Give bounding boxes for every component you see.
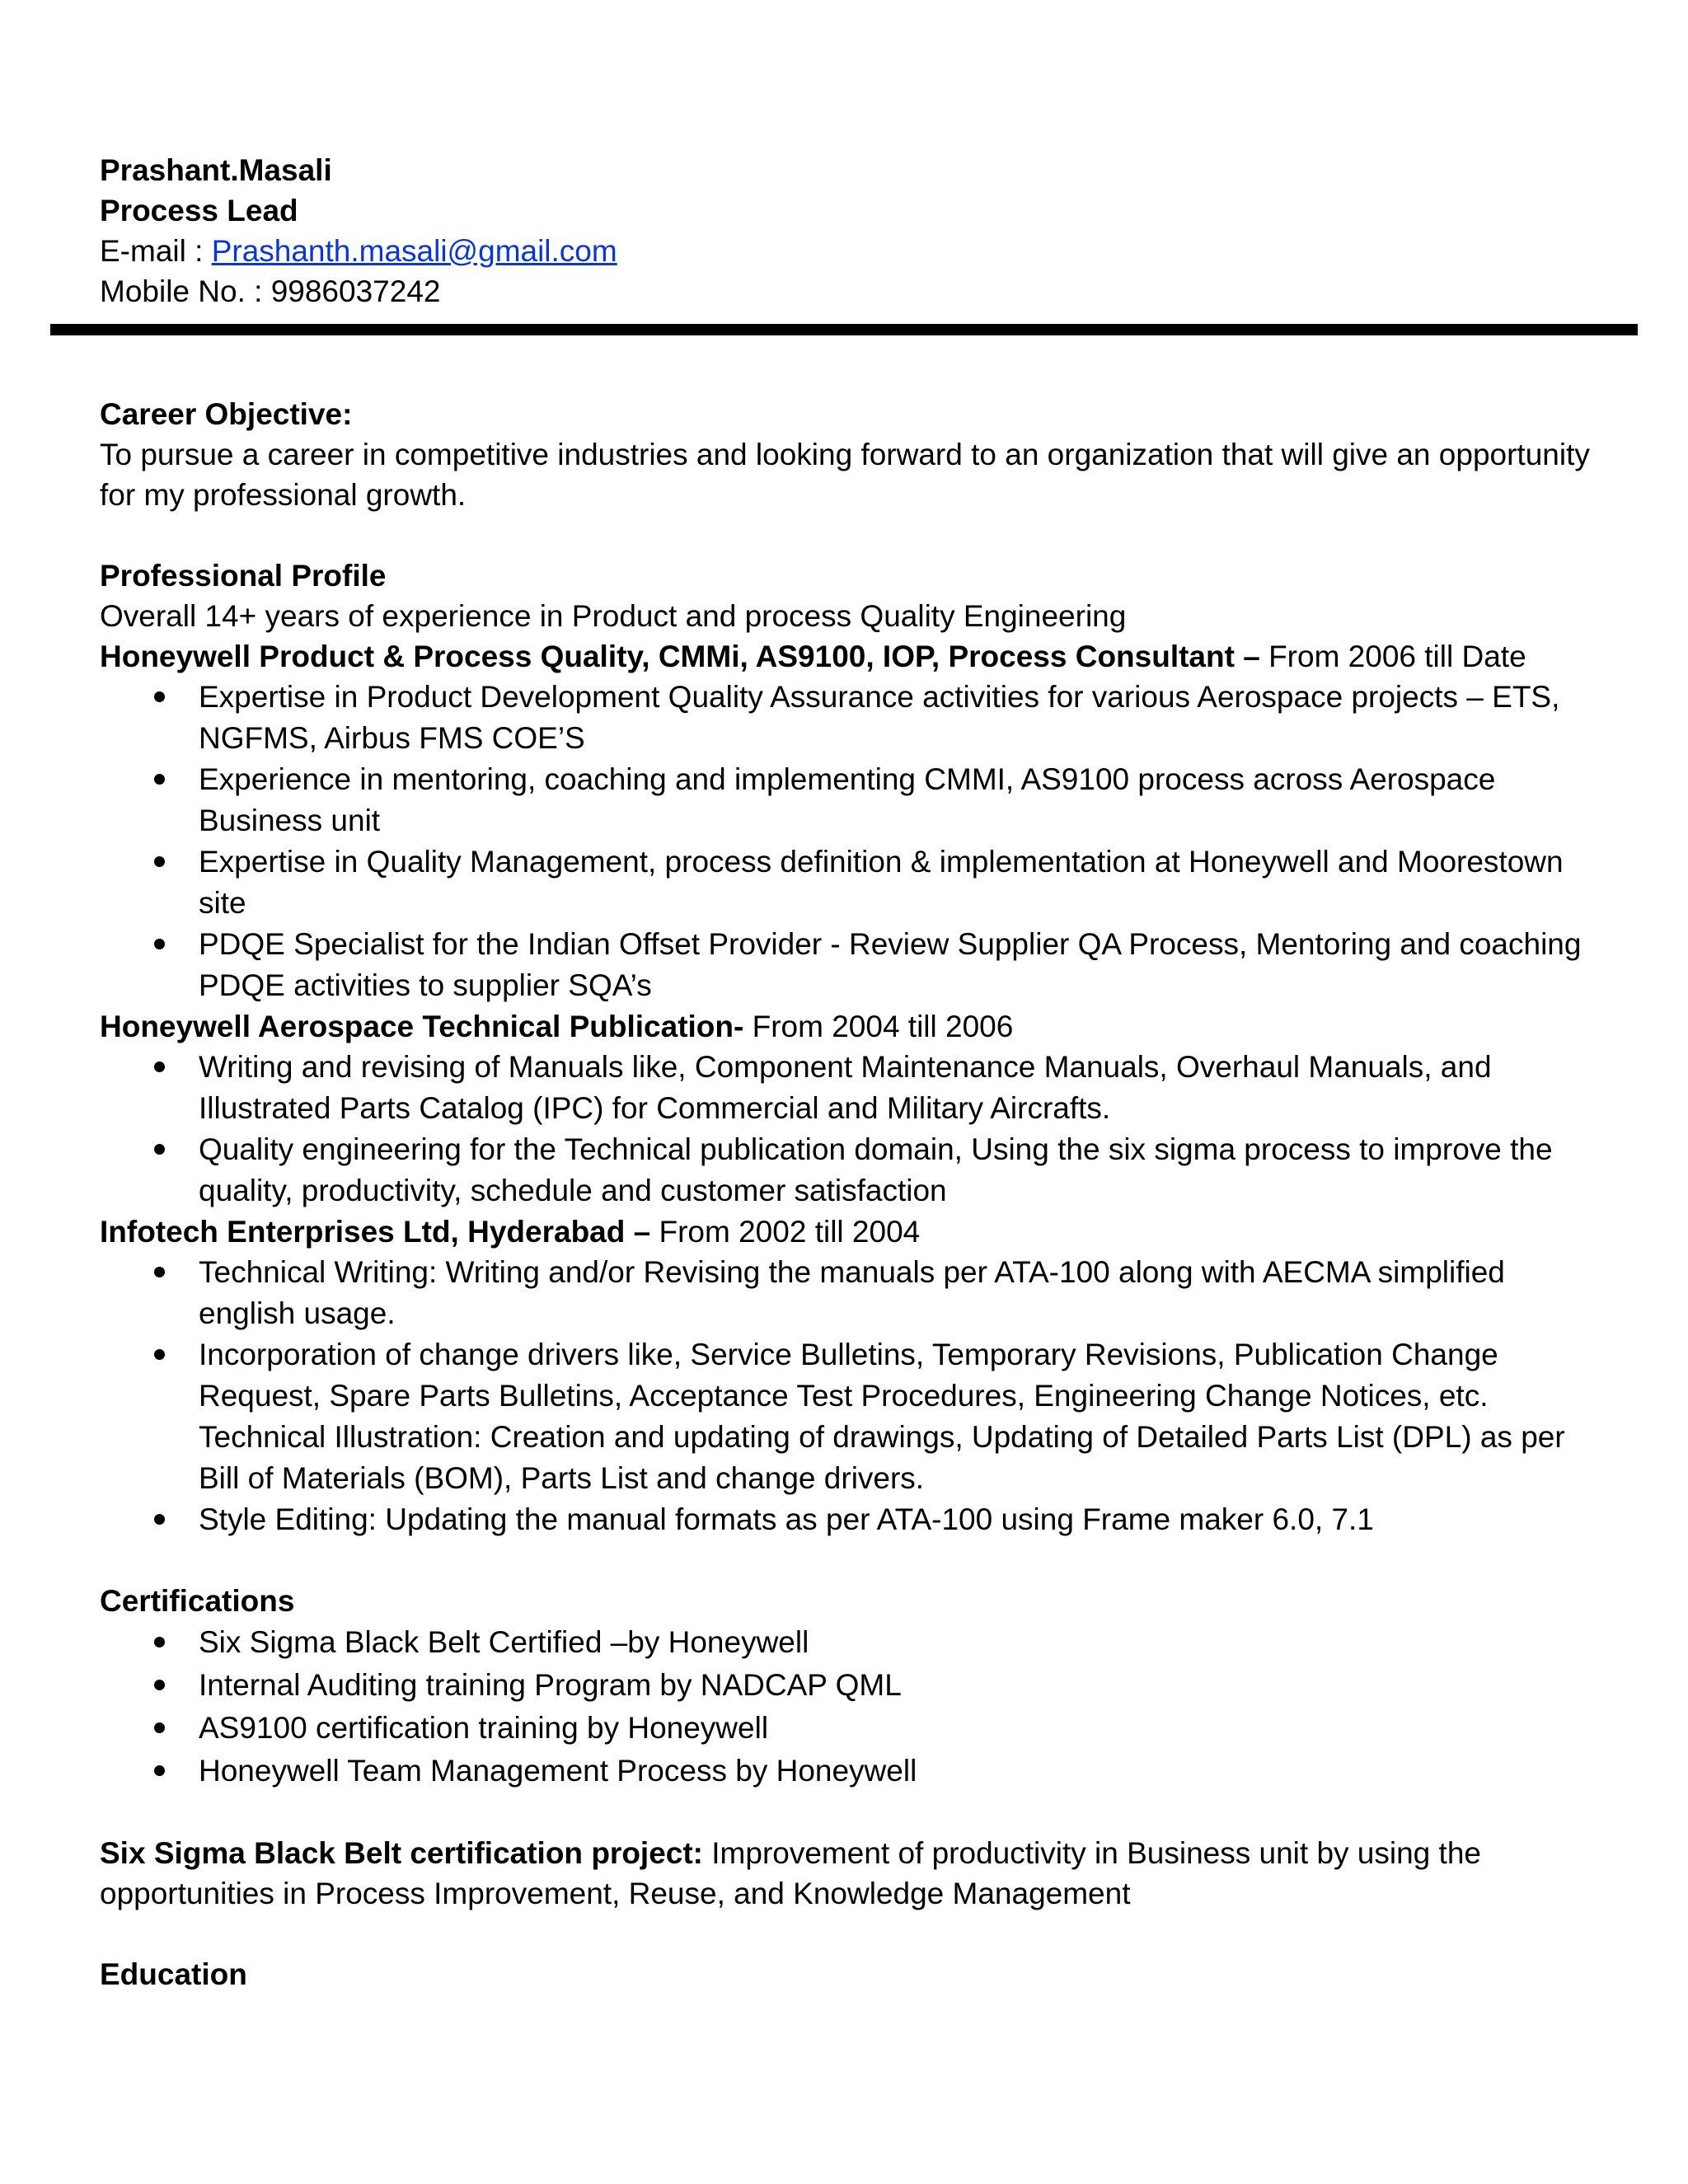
certifications-heading: Certifications [100, 1584, 295, 1618]
role-title: Honeywell Aerospace Technical Publication- [100, 1010, 744, 1043]
resume-body [100, 394, 1625, 1994]
list-item: Six Sigma Black Belt Certified –by Honeywell [100, 1621, 1625, 1664]
role-title: Honeywell Product & Process Quality, CMMi, AS9100, IOP, Process Consultant – [100, 640, 1260, 673]
role-heading [100, 636, 1625, 677]
role-period: From 2002 till 2004 [650, 1215, 921, 1249]
professional-profile-heading: Professional Profile [100, 559, 387, 593]
contact-header [100, 150, 1583, 312]
list-item: Technical Writing: Writing and/or Revising the manuals per ATA-100 along with AECMA simplified english usage. [100, 1252, 1625, 1334]
role-bullets [100, 1047, 1625, 1212]
list-item: Experience in mentoring, coaching and implementing CMMI, AS9100 process across Aerospace Business unit [100, 759, 1625, 841]
role-bullets [100, 677, 1625, 1006]
list-item: Expertise in Product Development Quality Assurance activities for various Aerospace projects – ETS, NGFMS, Airbus FMS COE’S [100, 677, 1625, 759]
candidate-name: Prashant.Masali [100, 153, 332, 187]
role-bullets [100, 1252, 1625, 1540]
bullet-icon [154, 1722, 165, 1733]
bullet-icon [154, 1062, 165, 1072]
list-item: Internal Auditing training Program by NADCAP QML [100, 1664, 1625, 1707]
role-period: From 2006 till Date [1259, 640, 1526, 673]
role-heading [100, 1006, 1625, 1047]
project-paragraph: Six Sigma Black Belt certification project: Improvement of productivity in Business unit by using the [100, 1836, 1481, 1870]
role-heading [100, 1212, 1625, 1252]
education-heading: Education [100, 1957, 247, 1991]
career-objective-line-2: for my professional growth. [100, 478, 467, 512]
project-paragraph-line-2: opportunities in Process Improvement, Reuse, and Knowledge Management [100, 1877, 1131, 1910]
bullet-icon [154, 1267, 165, 1277]
list-item: PDQE Specialist for the Indian Offset Provider - Review Supplier QA Process, Mentoring and coaching PDQE activities to supplier SQA’s [100, 924, 1625, 1006]
bullet-icon [154, 1765, 165, 1776]
bullet-icon [154, 1637, 165, 1647]
candidate-title: Process Lead [100, 194, 298, 227]
certifications-list [100, 1621, 1625, 1793]
bullet-icon [154, 939, 165, 949]
list-item: Quality engineering for the Technical publication domain, Using the six sigma process to improve the quality, productivity, schedule and customer satisfaction [100, 1129, 1625, 1212]
role-period: From 2004 till 2006 [743, 1010, 1014, 1043]
mobile-line: Mobile No. : 9986037242 [100, 274, 441, 308]
bullet-icon [154, 1349, 165, 1360]
career-objective-line-1: To pursue a career in competitive industries and looking forward to an organization that will give an opportunity [100, 438, 1590, 471]
list-item: Incorporation of change drivers like, Service Bulletins, Temporary Revisions, Publication Change Request, Spare Parts Bulletins, Acceptance Test Procedures, Engineering Change Notices, etc. Technical Illustration: Creation and updating of drawings, Updating of Detailed Parts List (DPL) as per Bill of Materials (BOM), Parts List and change drivers. [100, 1334, 1625, 1499]
list-item: Honeywell Team Management Process by Honeywell [100, 1750, 1625, 1793]
role-title: Infotech Enterprises Ltd, Hyderabad – [100, 1215, 651, 1249]
bullet-icon [154, 774, 165, 785]
project-label: Six Sigma Black Belt certification project: [100, 1836, 703, 1870]
list-item: Expertise in Quality Management, process definition & implementation at Honeywell and Moorestown site [100, 841, 1625, 924]
email-link[interactable]: Prashanth.masali@gmail.com [211, 234, 617, 268]
list-item: AS9100 certification training by Honeywell [100, 1707, 1625, 1750]
bullet-icon [154, 856, 165, 867]
bullet-icon [154, 1680, 165, 1690]
email-line [100, 231, 1583, 271]
header-divider [50, 324, 1638, 335]
list-item: Style Editing: Updating the manual formats as per ATA-100 using Frame maker 6.0, 7.1 [100, 1499, 1625, 1540]
email-label: E-mail : [100, 234, 212, 268]
list-item: Writing and revising of Manuals like, Component Maintenance Manuals, Overhaul Manuals, and Illustrated Parts Catalog (IPC) for Commercial and Military Aircrafts. [100, 1047, 1625, 1129]
experience-summary: Overall 14+ years of experience in Product and process Quality Engineering [100, 599, 1127, 633]
career-objective-heading: Career Objective: [100, 397, 353, 431]
bullet-icon [154, 1144, 165, 1155]
bullet-icon [154, 691, 165, 702]
bullet-icon [154, 1514, 165, 1525]
